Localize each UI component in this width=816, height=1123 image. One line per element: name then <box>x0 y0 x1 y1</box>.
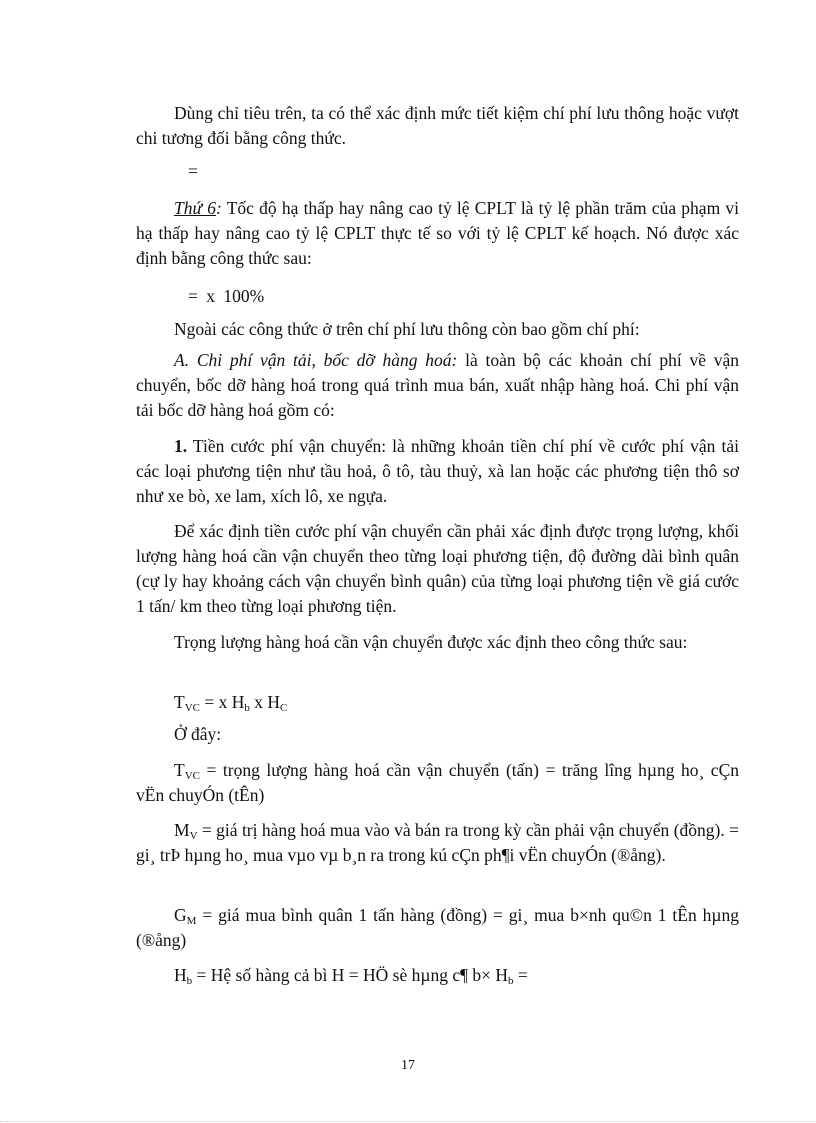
definition-gm <box>136 903 739 953</box>
paragraph-determine: Để xác định tiền cước phí vận chuyển cần phải xác định được trọng lượng, khối lượng hàng hoá cần vận chuyển theo từng loại phương tiện, độ đường dài bình quân (cự ly hay khoảng cách vận chuyển bình quân) của từng loại phương tiện về giá cước 1 tấn/ km theo từng loại phương tiện. <box>136 521 739 616</box>
def2-m: M <box>174 820 190 840</box>
definition-hb <box>174 963 528 988</box>
def4-sub2: b <box>508 975 514 987</box>
formula-hc-sub: C <box>280 702 288 714</box>
def3-g: G <box>174 905 187 925</box>
paragraph-sixth <box>136 196 739 271</box>
transport-text: là toàn bộ các khoản chí phí về vận chuyển, bốc dỡ hàng hoá trong quá trình mua bán, xuất nhập hàng hoá. Chi phí vận tải bốc dỡ hàng hoá gồm có: <box>136 350 739 420</box>
def2-text: = giá trị hàng hoá mua vào và bán ra trong kỳ cần phải vận chuyển (đồng). = gi¸ trÞ hµng ho¸ mua vµo vµ b¸n ra trong kú cÇn ph¶i vËn chuyÓn (®ång). <box>136 820 739 865</box>
equation-1: = <box>188 161 198 181</box>
formula-hb-sub: b <box>244 702 250 714</box>
def2-sub: V <box>189 830 198 842</box>
formula-mid2: x H <box>249 692 281 712</box>
def1-text: = trọng lượng hàng hoá cần vận chuyển (tấn) = trăng lîng hµng ho¸ cÇn vËn chuyÓn (tÊn) <box>136 760 739 805</box>
def4-h: H <box>174 965 187 985</box>
def1-sub: VC <box>184 770 200 782</box>
sixth-text: Tốc độ hạ thấp hay nâng cao tỷ lệ CPLT là tỷ lệ phần trăm của phạm vi hạ thấp hay nâng cao tỷ lệ CPLT thực tế so với tỷ lệ CPLT kế hoạch. Nó được xác định bằng công thức sau: <box>136 198 740 268</box>
paragraph-transport-costs <box>136 348 739 423</box>
freight-number: 1. <box>174 436 188 456</box>
freight-text: Tiền cước phí vận chuyển: là những khoản tiền chí phí về cước phí vận tải các loại phương tiện như tầu hoả, ô tô, tàu thuỷ, xà lan hoặc các phương tiện thô sơ như xe bò, xe lam, xích lô, xe ngựa. <box>136 436 739 506</box>
sixth-colon: : <box>216 198 222 218</box>
formula-t-sub: VC <box>184 702 200 714</box>
page-number: 17 <box>401 1058 415 1073</box>
definition-mv <box>136 818 739 868</box>
formula-mid: = x H <box>199 692 245 712</box>
paragraph-weight: Trọng lượng hàng hoá cần vận chuyển được xác định theo công thức sau: <box>174 632 688 652</box>
equation-2: = x 100% <box>188 286 265 306</box>
paragraph-savings: Dùng chỉ tiêu trên, ta có thể xác định mức tiết kiệm chí phí lưu thông hoặc vượt chi tương đối bằng công thức. <box>136 103 739 148</box>
def3-text: = giá mua bình quân 1 tấn hàng (đồng) = gi¸ mua b×nh qu©n 1 tÊn hµng (®ång) <box>136 905 739 950</box>
definition-tvc <box>136 758 739 808</box>
def4-sub: b <box>186 975 193 987</box>
formula-tvc <box>174 690 287 715</box>
footer-divider <box>0 1121 816 1122</box>
def1-t: T <box>174 760 185 780</box>
def4-text: = Hệ số hàng cả bì H = HÖ sè hµng c¶ b× H <box>192 965 509 985</box>
paragraph-freight <box>136 434 739 509</box>
def4-tail: = <box>513 965 528 985</box>
def3-sub: M <box>186 915 197 927</box>
here-label: Ở đây: <box>174 724 222 744</box>
transport-heading: A. Chi phí vận tải, bốc dỡ hàng hoá: <box>174 350 458 370</box>
paragraph-other-costs: Ngoài các công thức ở trên chí phí lưu thông còn bao gồm chí phí: <box>174 319 640 339</box>
sixth-label: Thứ 6 <box>174 198 216 218</box>
formula-t: T <box>174 692 185 712</box>
